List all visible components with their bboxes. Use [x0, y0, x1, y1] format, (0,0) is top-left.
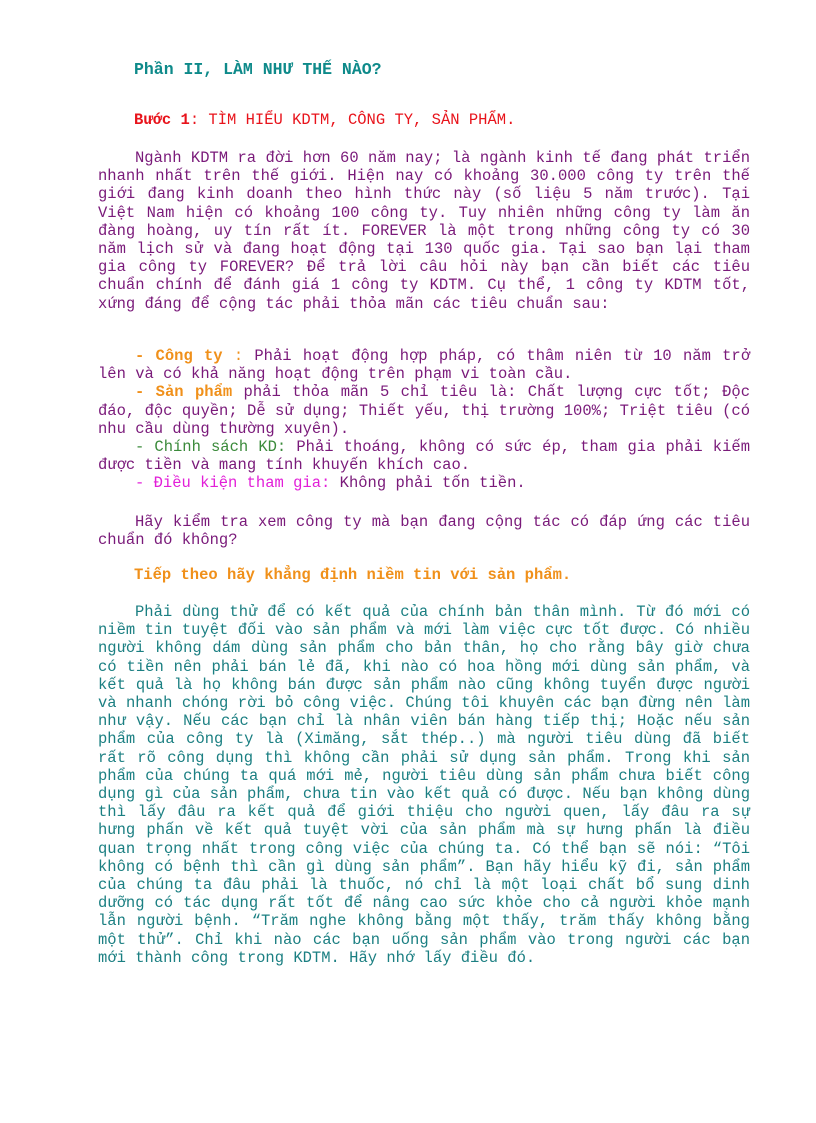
- criteria-conditions-text: Không phải tốn tiền.: [330, 474, 526, 493]
- criteria-company-label: - Công ty: [135, 347, 223, 365]
- criteria-product: [98, 383, 750, 438]
- check-block: [98, 513, 750, 549]
- product-paragraph: Phải dùng thử để có kết quả của chính bản thân mình. Từ đó mới có niềm tin tuyệt đối vào sản phẩm và mới làm việc cực tốt được. Có nhiều người không dám dùng sản phẩm cho bản thân, họ cho rằng bây giờ chưa có tiền nên phải bán lẻ đã, khi nào có hoa hồng mới dùng sản phẩm, và kết quả là họ không bán được sản phẩm nào cũng không tuyển được người và nhanh chóng rời bỏ công việc. Chúng tôi khuyên các bạn đừng nên làm như vậy. Nếu các bạn chỉ là nhân viên bán hàng tiếp thị; Hoặc nếu sản phẩm của công ty là (Ximăng, sắt thép..) mà người tiêu dùng đã biết rất rõ công dụng thì không cần phải sử dụng sản phẩm. Trong khi sản phẩm của chúng ta quá mới mẻ, người tiêu dùng sản phẩm chưa biết công dụng gì của sản phẩm, chưa tin vào kết quả có được. Nếu bạn không dùng thì lấy đâu ra kết quả để giới thiệu cho người quen, lấy đâu ra sự hưng phấn về kết quả tuyệt vời của sản phẩm mà sự hưng phấn là điều quan trọng nhất trong công việc của chúng ta. Có thể bạn sẽ nói: “Tôi không có bệnh thì cần gì dùng sản phẩm”. Bạn hãy hiểu kỹ đi, sản phẩm của chúng ta đâu phải là thuốc, nó chỉ là một loại chất bổ sung dinh dưỡng có tác dụng rất tốt để nâng cao sức khỏe cho cả người khỏe mạnh lẫn người bệnh. “Trăm nghe không bằng một thấy, trăm thấy không bằng một thử”. Chỉ khi nào các bạn uống sản phẩm vào trong người các bạn mới thành công trong KDTM. Hãy nhớ lấy điều đó.: [98, 603, 750, 967]
- step-separator: :: [189, 111, 209, 129]
- criteria-conditions: [98, 474, 750, 492]
- product-block: [98, 603, 750, 967]
- step-heading: [134, 111, 515, 129]
- criteria-conditions-label: - Điều kiện tham gia:: [135, 474, 331, 493]
- check-paragraph: Hãy kiểm tra xem công ty mà bạn đang cộng tác có đáp ứng các tiêu chuẩn đó không?: [98, 513, 750, 550]
- criteria-policy: [98, 438, 750, 474]
- intro-paragraph: Ngành KDTM ra đời hơn 60 năm nay; là ngành kinh tế đang phát triển nhanh nhất trên thế giới. Hiện nay có khoảng 30.000 công ty trên thế giới đang kinh doanh theo hình thức này (số liệu 5 năm trước). Tại Việt Nam hiện có khoảng 100 công ty. Tuy nhiên những công ty làm ăn đàng hoàng, uy tín rất ít. FOREVER là một trong những công ty có 30 năm lịch sử và đang hoạt động tại 130 quốc gia. Tại sao bạn lại tham gia công ty FOREVER? Để trả lời câu hỏi này bạn cần biết các tiêu chuẩn chính để đánh giá 1 công ty KDTM. Cụ thể, 1 công ty KDTM tốt, xứng đáng để cộng tác phải thỏa mãn các tiêu chuẩn sau:: [98, 149, 750, 313]
- step-label: Bước 1: [134, 111, 190, 129]
- intro-block: [98, 149, 750, 313]
- criteria-product-label: - Sản phẩm: [135, 383, 233, 402]
- part-title: Phần II, LÀM NHƯ THẾ NÀO?: [134, 60, 382, 79]
- next-heading: Tiếp theo hãy khẳng định niềm tin với sản phẩm.: [134, 566, 572, 584]
- criteria-policy-text: Phải thoáng, không có sức ép, tham gia phải kiếm được tiền và mang tính khuyến khích cao.: [98, 438, 751, 475]
- criteria-company-text: Phải hoạt động hợp pháp, có thâm niên từ 10 năm trở lên và có khả năng hoạt động trên phạm vi toàn cầu.: [98, 347, 751, 384]
- criteria-policy-label: - Chính sách KD:: [135, 438, 287, 457]
- criteria-product-text: phải thỏa mãn 5 chỉ tiêu là: Chất lượng cực tốt; Độc đáo, độc quyền; Dễ sử dụng; Thiết yếu, thị trường 100%; Triệt tiêu (có nhu cầu dùng thường xuyên).: [98, 383, 751, 438]
- criteria-company: [98, 347, 750, 383]
- criteria-company-separator: :: [222, 347, 255, 365]
- step-text: TÌM HIỂU KDTM, CÔNG TY, SẢN PHẨM.: [208, 111, 516, 129]
- criteria-block: [98, 347, 750, 493]
